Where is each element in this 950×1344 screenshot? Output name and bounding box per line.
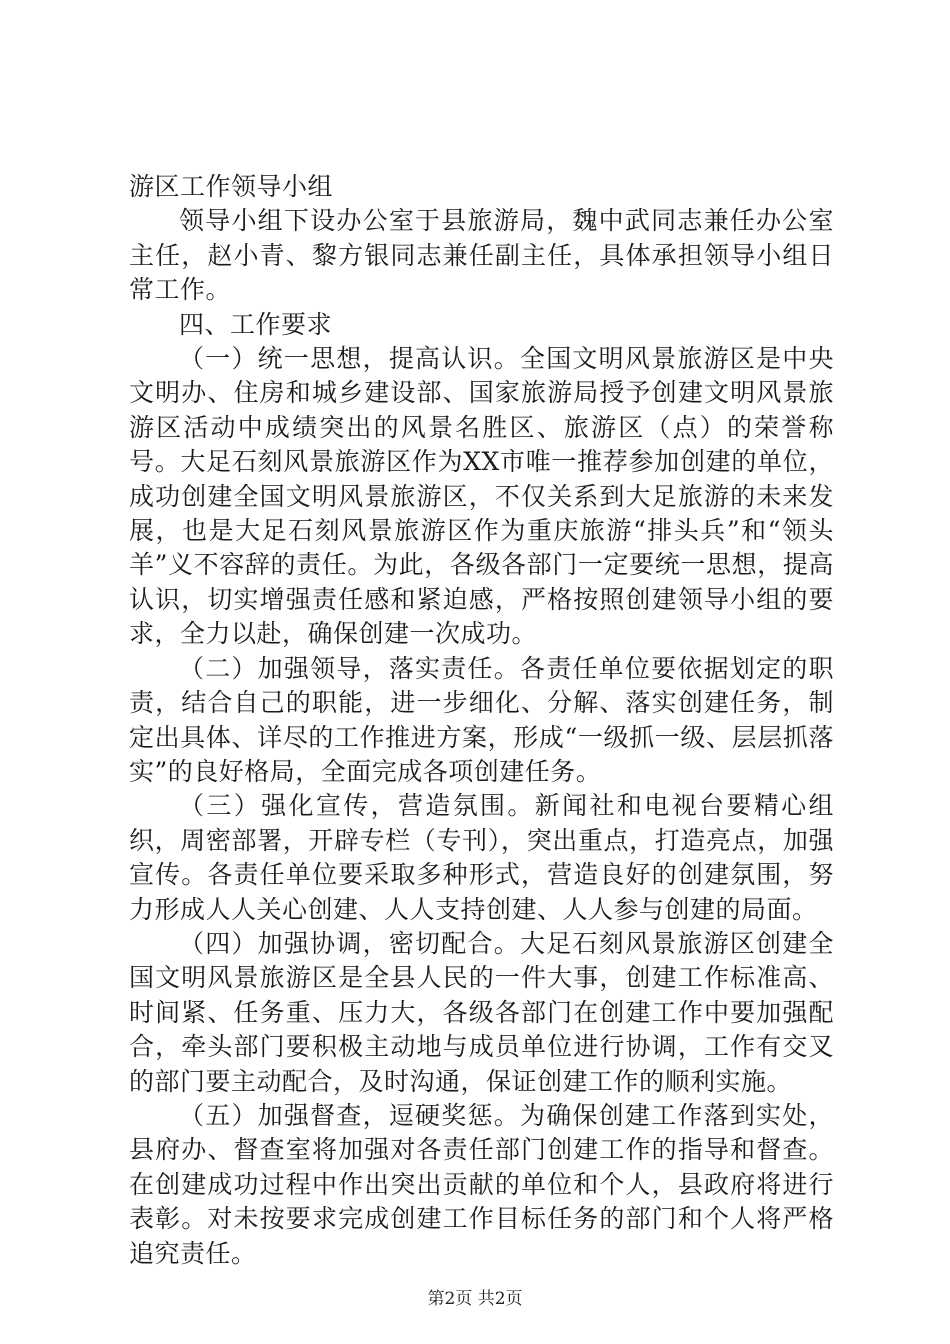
paragraph-item-4: （四）加强协调，密切配合。大足石刻风景旅游区创建全国文明风景旅游区是全县人民的一件大事，创建工作标准高、时间紧、任务重、压力大，各级各部门在创建工作中要加强配合，牵头部门要积极主动地与成员单位进行协调，工作有交叉的部门要主动配合，及时沟通，保证创建工作的顺利实施。 [129, 928, 834, 1096]
document-body [129, 170, 834, 1271]
paragraph-continuation: 游区工作领导小组 [129, 172, 334, 201]
page-number-footer: 第2页 共2页 [427, 1289, 523, 1309]
paragraph-item-3: （三）强化宣传，营造氛围。新闻社和电视台要精心组织，周密部署，开辟专栏（专刊），突出重点，打造亮点，加强宣传。各责任单位要采取多种形式，营造良好的创建氛围，努力形成人人关心创建、人人支持创建、人人参与创建的局面。 [129, 791, 834, 924]
paragraph-item-2: （二）加强领导，落实责任。各责任单位要依据划定的职责，结合自己的职能，进一步细化、分解、落实创建任务，制定出具体、详尽的工作推进方案，形成“一级抓一级、层层抓落实”的良好格局，全面完成各项创建任务。 [129, 653, 834, 786]
paragraph-office: 领导小组下设办公室于县旅游局，魏中武同志兼任办公室主任，赵小青、黎方银同志兼任副主任，具体承担领导小组日常工作。 [129, 206, 834, 305]
paragraph-item-1: （一）统一思想，提高认识。全国文明风景旅游区是中央文明办、住房和城乡建设部、国家旅游局授予创建文明风景旅游区活动中成绩突出的风景名胜区、旅游区（点）的荣誉称号。大足石刻风景旅游区作为XX市唯一推荐参加创建的单位，成功创建全国文明风景旅游区，不仅关系到大足旅游的未来发展，也是大足石刻风景旅游区作为重庆旅游“排头兵”和“领头羊”义不容辞的责任。为此，各级各部门一定要统一思想，提高认识，切实增强责任感和紧迫感，严格按照创建领导小组的要求，全力以赴，确保创建一次成功。 [129, 344, 834, 649]
paragraph-item-5: （五）加强督查，逗硬奖惩。为确保创建工作落到实处，县府办、督查室将加强对各责任部门创建工作的指导和督查。在创建成功过程中作出突出贡献的单位和个人，县政府将进行表彰。对未按要求完成创建工作目标任务的部门和个人将严格追究责任。 [129, 1100, 834, 1268]
section-heading-requirements: 四、工作要求 [179, 309, 333, 339]
